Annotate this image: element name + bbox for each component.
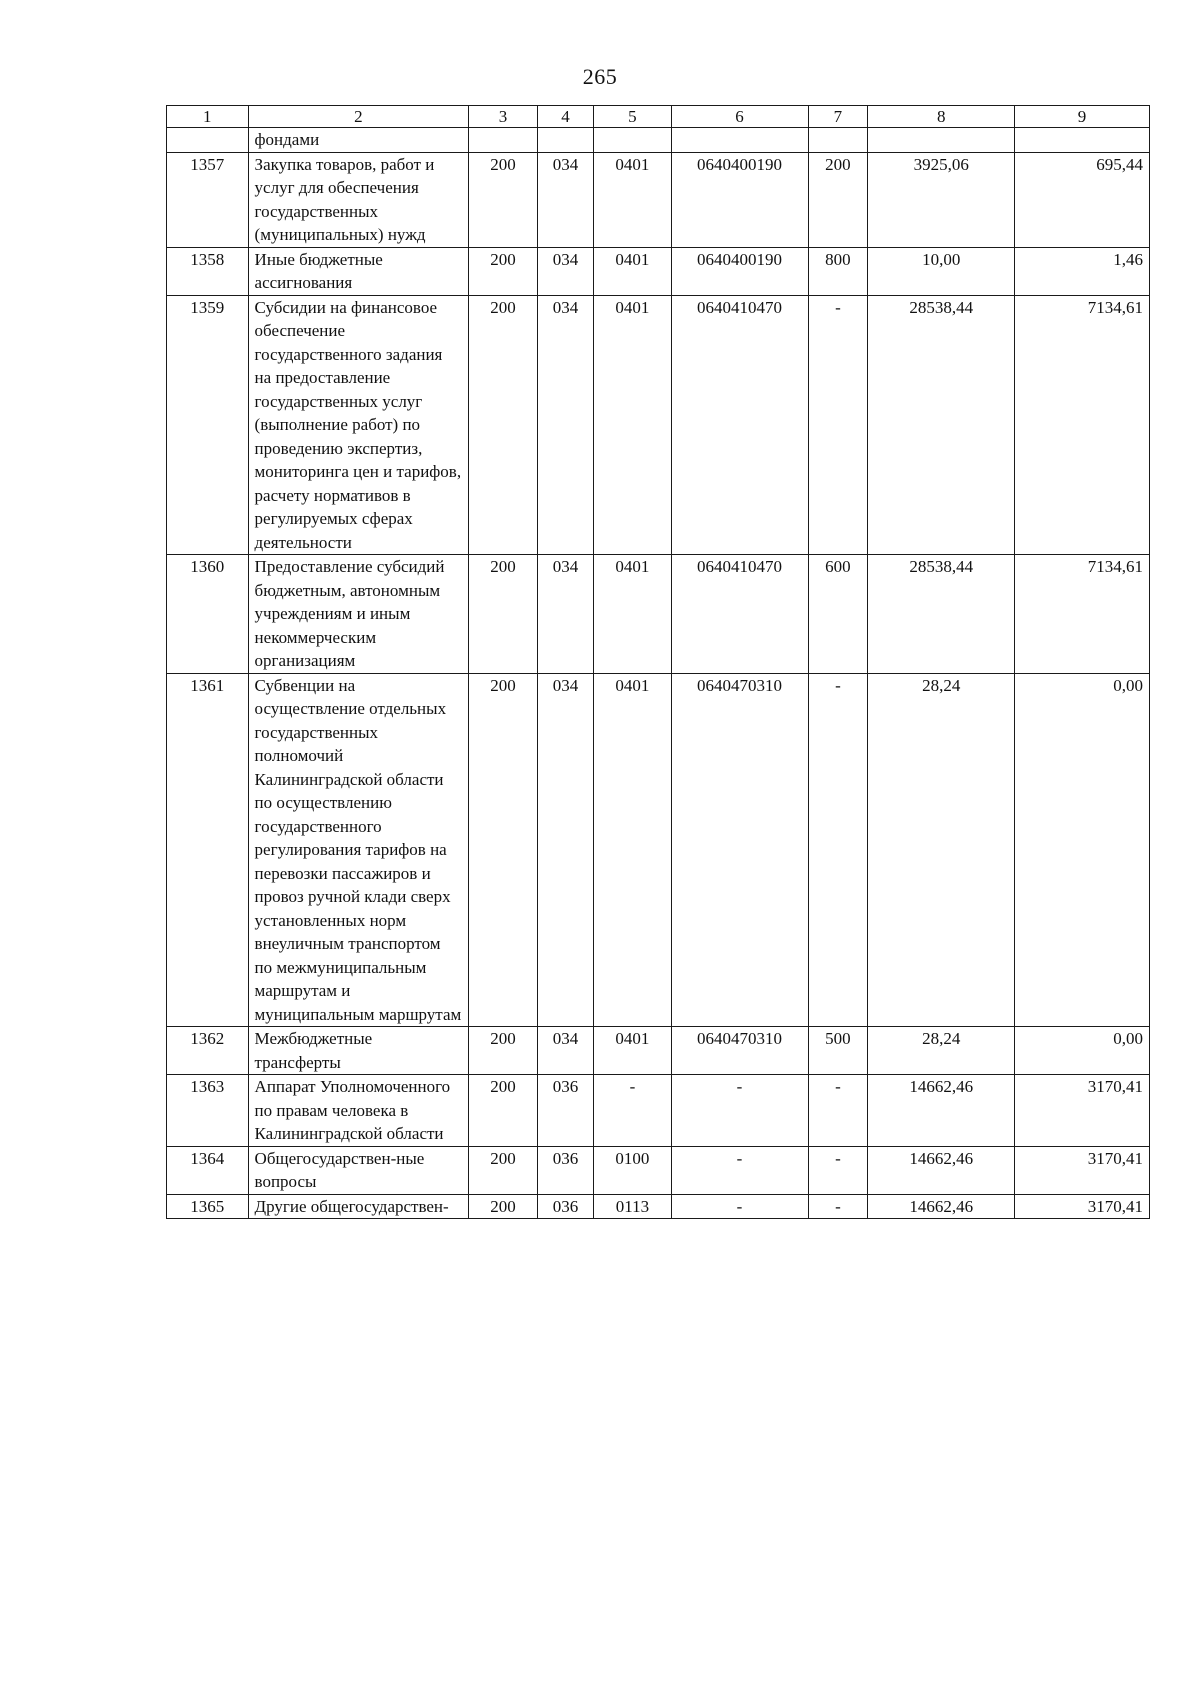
cell-col8: 14662,46: [868, 1146, 1015, 1194]
cell-col7: -: [808, 1146, 868, 1194]
cell-col4: 034: [537, 555, 594, 674]
cell-col6: [671, 128, 808, 153]
column-header: 5: [594, 106, 671, 128]
cell-col5: 0401: [594, 673, 671, 1027]
column-header: 4: [537, 106, 594, 128]
cell-col5: 0113: [594, 1194, 671, 1219]
table-row: [167, 128, 1150, 153]
column-header: 9: [1015, 106, 1150, 128]
table-row: [167, 1146, 1150, 1194]
cell-col5: 0401: [594, 1027, 671, 1075]
cell-col6: -: [671, 1146, 808, 1194]
cell-col3: 200: [469, 1194, 538, 1219]
row-number: 1364: [167, 1146, 249, 1194]
row-name: Общегосударствен-ные вопросы: [248, 1146, 469, 1194]
cell-col5: 0100: [594, 1146, 671, 1194]
cell-col3: 200: [469, 152, 538, 247]
table-row: [167, 1194, 1150, 1219]
row-number: 1362: [167, 1027, 249, 1075]
cell-col6: -: [671, 1075, 808, 1147]
cell-col3: 200: [469, 247, 538, 295]
row-number: 1363: [167, 1075, 249, 1147]
cell-col9: 3170,41: [1015, 1075, 1150, 1147]
page-number: 265: [582, 64, 618, 89]
cell-col8: 3925,06: [868, 152, 1015, 247]
cell-col4: 034: [537, 152, 594, 247]
row-number: [167, 128, 249, 153]
table-row: [167, 295, 1150, 555]
cell-col7: -: [808, 1194, 868, 1219]
cell-col9: 695,44: [1015, 152, 1150, 247]
cell-col7: [808, 128, 868, 153]
cell-col9: 7134,61: [1015, 295, 1150, 555]
row-name: Субвенции на осуществление отдельных государственных полномочий Калининградской области по осуществлению государственного регулирования тарифов на перевозки пассажиров и провоз ручной клади сверх установленных норм внеуличным транспортом по межмуниципальным маршрутам и муниципальным маршрутам: [248, 673, 469, 1027]
cell-col7: 800: [808, 247, 868, 295]
cell-col4: 034: [537, 247, 594, 295]
row-name: фондами: [248, 128, 469, 153]
cell-col9: 1,46: [1015, 247, 1150, 295]
cell-col8: [868, 128, 1015, 153]
cell-col8: 10,00: [868, 247, 1015, 295]
cell-col8: 14662,46: [868, 1194, 1015, 1219]
column-header: 7: [808, 106, 868, 128]
cell-col4: [537, 128, 594, 153]
cell-col8: 28538,44: [868, 555, 1015, 674]
row-name: Аппарат Уполномоченного по правам человека в Калининградской области: [248, 1075, 469, 1147]
cell-col3: 200: [469, 1027, 538, 1075]
cell-col3: 200: [469, 1075, 538, 1147]
cell-col9: 3170,41: [1015, 1194, 1150, 1219]
table-row: [167, 247, 1150, 295]
cell-col3: [469, 128, 538, 153]
cell-col6: 0640410470: [671, 555, 808, 674]
cell-col5: 0401: [594, 555, 671, 674]
row-name: Закупка товаров, работ и услуг для обеспечения государственных (муниципальных) нужд: [248, 152, 469, 247]
cell-col7: -: [808, 295, 868, 555]
cell-col9: 0,00: [1015, 673, 1150, 1027]
cell-col4: 036: [537, 1146, 594, 1194]
cell-col8: 28,24: [868, 1027, 1015, 1075]
cell-col5: [594, 128, 671, 153]
cell-col4: 034: [537, 673, 594, 1027]
row-number: 1357: [167, 152, 249, 247]
row-number: 1360: [167, 555, 249, 674]
row-number: 1359: [167, 295, 249, 555]
row-name: Иные бюджетные ассигнования: [248, 247, 469, 295]
cell-col8: 28538,44: [868, 295, 1015, 555]
cell-col3: 200: [469, 295, 538, 555]
table-row: [167, 1075, 1150, 1147]
cell-col4: 036: [537, 1194, 594, 1219]
column-header: 6: [671, 106, 808, 128]
cell-col9: 3170,41: [1015, 1146, 1150, 1194]
cell-col7: 500: [808, 1027, 868, 1075]
cell-col8: 28,24: [868, 673, 1015, 1027]
row-name: Предоставление субсидий бюджетным, автономным учреждениям и иным некоммерческим организациям: [248, 555, 469, 674]
cell-col9: 0,00: [1015, 1027, 1150, 1075]
cell-col9: [1015, 128, 1150, 153]
row-name: Другие общегосударствен-: [248, 1194, 469, 1219]
cell-col7: -: [808, 1075, 868, 1147]
row-number: 1358: [167, 247, 249, 295]
table-row: [167, 152, 1150, 247]
cell-col8: 14662,46: [868, 1075, 1015, 1147]
cell-col7: 200: [808, 152, 868, 247]
cell-col6: 0640400190: [671, 247, 808, 295]
cell-col6: 0640470310: [671, 1027, 808, 1075]
cell-col6: -: [671, 1194, 808, 1219]
table-row: [167, 1027, 1150, 1075]
row-number: 1361: [167, 673, 249, 1027]
column-header: 2: [248, 106, 469, 128]
column-header: 8: [868, 106, 1015, 128]
cell-col6: 0640410470: [671, 295, 808, 555]
cell-col5: -: [594, 1075, 671, 1147]
cell-col3: 200: [469, 673, 538, 1027]
cell-col5: 0401: [594, 152, 671, 247]
cell-col6: 0640470310: [671, 673, 808, 1027]
cell-col3: 200: [469, 555, 538, 674]
cell-col3: 200: [469, 1146, 538, 1194]
table-row: [167, 673, 1150, 1027]
row-name: Межбюджетные трансферты: [248, 1027, 469, 1075]
column-header: 3: [469, 106, 538, 128]
cell-col7: 600: [808, 555, 868, 674]
column-number-row: [167, 106, 1150, 128]
cell-col4: 034: [537, 295, 594, 555]
column-header: 1: [167, 106, 249, 128]
table-row: [167, 555, 1150, 674]
row-number: 1365: [167, 1194, 249, 1219]
cell-col6: 0640400190: [671, 152, 808, 247]
budget-table: [166, 105, 1150, 1219]
cell-col7: -: [808, 673, 868, 1027]
cell-col5: 0401: [594, 295, 671, 555]
row-name: Субсидии на финансовое обеспечение государственного задания на предоставление государственных услуг (выполнение работ) по проведению экспертиз, мониторинга цен и тарифов, расчету нормативов в регулируемых сферах деятельности: [248, 295, 469, 555]
cell-col4: 036: [537, 1075, 594, 1147]
cell-col5: 0401: [594, 247, 671, 295]
cell-col9: 7134,61: [1015, 555, 1150, 674]
cell-col4: 034: [537, 1027, 594, 1075]
